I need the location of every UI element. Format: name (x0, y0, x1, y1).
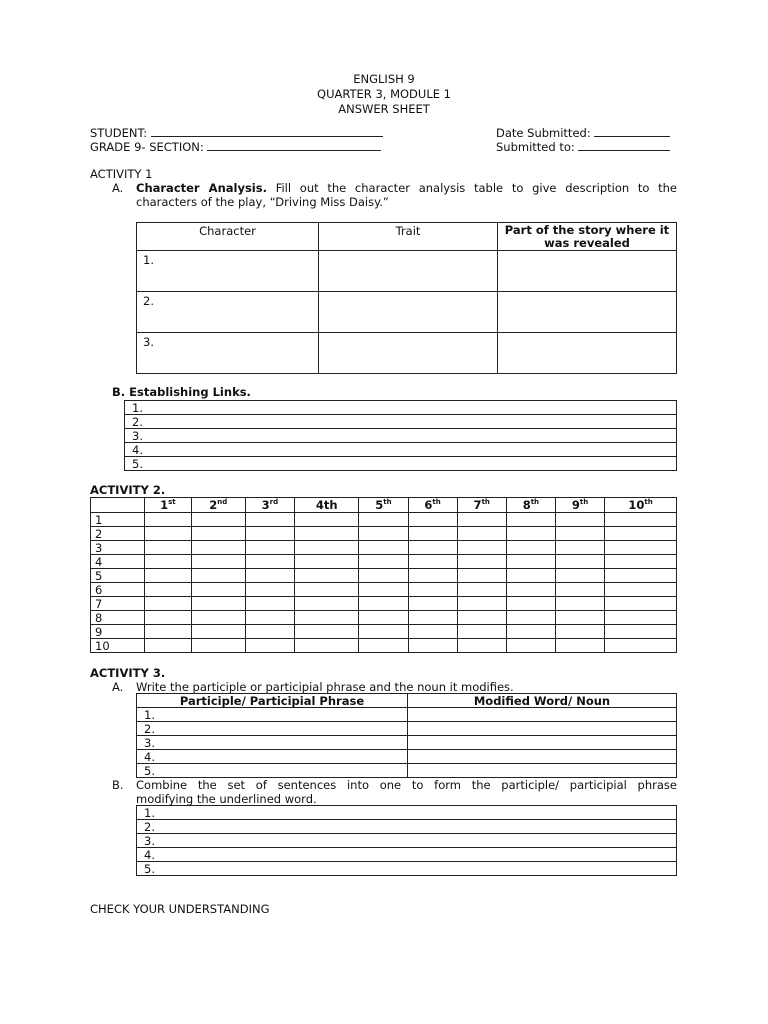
links-row[interactable]: 2. (125, 415, 677, 429)
answer-cell[interactable] (359, 527, 408, 541)
answer-cell[interactable] (295, 541, 359, 555)
answer-cell[interactable] (295, 625, 359, 639)
activity3-b-instruction-line2: modifying the underlined word. (136, 792, 317, 806)
column-header-character: Character (137, 223, 319, 251)
answer-cell[interactable] (506, 527, 555, 541)
answer-cell[interactable] (145, 555, 192, 569)
story-part-cell[interactable] (498, 251, 677, 292)
table-row (91, 569, 677, 583)
header-title: ANSWER SHEET (338, 102, 430, 116)
activity3-b-marker: B. (112, 778, 124, 792)
column-header-participle: Participle/ Participial Phrase (137, 694, 408, 708)
answer-cell[interactable] (555, 639, 604, 653)
table-row (137, 764, 677, 778)
links-row[interactable]: 4. (125, 443, 677, 457)
date-submitted-blank[interactable] (594, 126, 670, 137)
ordinal-number: 4th (315, 498, 338, 512)
date-submitted-field (496, 126, 670, 140)
column-header-4th (295, 498, 359, 513)
answer-cell[interactable] (605, 583, 677, 597)
answer-cell[interactable] (145, 569, 192, 583)
modified-word-cell[interactable] (408, 750, 677, 764)
row-number: 5 (91, 569, 145, 583)
answer-cell[interactable] (605, 611, 677, 625)
table-row (91, 541, 677, 555)
activity2-grid (90, 497, 677, 653)
answer-cell[interactable] (555, 527, 604, 541)
activity3-title: ACTIVITY 3. (90, 666, 166, 680)
column-header-5th (359, 498, 408, 513)
answer-cell[interactable] (605, 639, 677, 653)
participle-cell[interactable]: 1. (137, 708, 408, 722)
column-header-8th (506, 498, 555, 513)
table-row (137, 834, 677, 848)
ordinal-suffix: th (481, 498, 490, 507)
answer-cell[interactable] (555, 611, 604, 625)
answer-cell[interactable] (408, 597, 457, 611)
answer-cell[interactable] (555, 541, 604, 555)
answer-cell[interactable] (408, 583, 457, 597)
table-row (137, 708, 677, 722)
column-header-modified-word: Modified Word/ Noun (408, 694, 677, 708)
answer-cell[interactable] (506, 513, 555, 527)
table-row (137, 251, 677, 292)
answer-cell[interactable] (295, 611, 359, 625)
participle-cell[interactable]: 4. (137, 750, 408, 764)
answer-cell[interactable] (555, 625, 604, 639)
participle-cell[interactable]: 3. (137, 736, 408, 750)
answer-cell[interactable] (605, 541, 677, 555)
modified-word-cell[interactable] (408, 736, 677, 750)
answer-cell[interactable] (145, 625, 192, 639)
header-subject: ENGLISH 9 (353, 72, 415, 86)
answer-cell[interactable] (145, 513, 192, 527)
document-header (0, 72, 768, 117)
answer-cell[interactable] (245, 555, 295, 569)
ordinal-number: 10 (628, 498, 645, 512)
answer-cell[interactable] (605, 527, 677, 541)
ordinal-suffix: th (530, 498, 540, 507)
answer-cell[interactable] (408, 625, 457, 639)
answer-cell[interactable] (506, 555, 555, 569)
answer-cell[interactable] (145, 527, 192, 541)
trait-cell[interactable] (319, 333, 498, 374)
answer-cell[interactable] (457, 513, 506, 527)
answer-cell[interactable] (295, 639, 359, 653)
answer-cell[interactable] (555, 597, 604, 611)
answer-cell[interactable] (457, 527, 506, 541)
grade-section-label: GRADE 9- SECTION: (90, 140, 204, 154)
combine-row[interactable]: 3. (137, 834, 677, 848)
ordinal-number: 1 (160, 498, 169, 512)
table-row (125, 457, 677, 471)
answer-cell[interactable] (245, 625, 295, 639)
table-row (91, 611, 677, 625)
combine-sentences-table (136, 805, 677, 876)
ordinal-number: 2 (209, 498, 218, 512)
modified-word-cell[interactable] (408, 722, 677, 736)
story-part-cell[interactable] (498, 292, 677, 333)
answer-cell[interactable] (506, 625, 555, 639)
answer-cell[interactable] (605, 513, 677, 527)
answer-cell[interactable] (457, 569, 506, 583)
answer-cell[interactable] (145, 583, 192, 597)
answer-cell[interactable] (295, 513, 359, 527)
answer-cell[interactable] (408, 569, 457, 583)
answer-cell[interactable] (506, 583, 555, 597)
answer-cell[interactable] (145, 541, 192, 555)
row-number: 8 (91, 611, 145, 625)
table-row (137, 292, 677, 333)
answer-cell[interactable] (408, 513, 457, 527)
submitted-to-label: Submitted to: (496, 140, 575, 154)
column-header-9th (555, 498, 604, 513)
answer-cell[interactable] (555, 569, 604, 583)
column-header-1st (145, 498, 192, 513)
answer-cell[interactable] (359, 639, 408, 653)
answer-cell[interactable] (295, 527, 359, 541)
ordinal-number: 7 (473, 498, 482, 512)
activity1-a-instruction (136, 181, 677, 195)
answer-cell[interactable] (191, 611, 245, 625)
activity3-a-instruction: Write the participle or participial phrase and the noun it modifies. (136, 680, 514, 694)
table-row (137, 333, 677, 374)
submitted-to-blank[interactable] (578, 140, 670, 151)
answer-cell[interactable] (408, 555, 457, 569)
answer-cell[interactable] (295, 597, 359, 611)
ordinal-suffix: th (383, 498, 392, 507)
answer-cell[interactable] (295, 555, 359, 569)
answer-cell[interactable] (605, 555, 677, 569)
answer-cell[interactable] (605, 597, 677, 611)
answer-cell[interactable] (245, 527, 295, 541)
column-header-trait: Trait (319, 223, 498, 251)
row-number: 9 (91, 625, 145, 639)
answer-cell[interactable] (145, 639, 192, 653)
submitted-to-field (496, 140, 670, 154)
answer-cell[interactable] (191, 555, 245, 569)
answer-cell[interactable] (245, 639, 295, 653)
ordinal-number: 3 (261, 498, 270, 512)
column-header-story-part: Part of the story where it was revealed (498, 223, 677, 251)
establishing-links-heading: B. Establishing Links. (112, 385, 251, 399)
character-analysis-heading: Character Analysis. (136, 181, 267, 195)
table-row (91, 625, 677, 639)
table-row (91, 583, 677, 597)
answer-cell[interactable] (555, 583, 604, 597)
answer-cell[interactable] (359, 625, 408, 639)
answer-cell[interactable] (457, 639, 506, 653)
answer-cell[interactable] (408, 527, 457, 541)
table-row (137, 862, 677, 876)
answer-cell[interactable] (245, 611, 295, 625)
trait-cell[interactable] (319, 251, 498, 292)
answer-cell[interactable] (605, 569, 677, 583)
answer-cell[interactable] (605, 625, 677, 639)
activity3-b-instruction-line1: Combine the set of sentences into one to form the participle/ participial phrase (136, 778, 677, 792)
table-row (91, 513, 677, 527)
row-number: 6 (91, 583, 145, 597)
answer-cell[interactable] (555, 555, 604, 569)
combine-row[interactable]: 2. (137, 820, 677, 834)
column-header-3rd (245, 498, 295, 513)
answer-cell[interactable] (408, 541, 457, 555)
student-blank[interactable] (151, 126, 383, 137)
modified-word-cell[interactable] (408, 764, 677, 778)
answer-cell[interactable] (359, 555, 408, 569)
answer-cell[interactable] (359, 583, 408, 597)
table-row (91, 597, 677, 611)
answer-cell[interactable] (506, 639, 555, 653)
activity1-a-text-line2: characters of the play, “Driving Miss Daisy.” (136, 195, 389, 209)
answer-cell[interactable] (457, 597, 506, 611)
participle-header-row (137, 694, 677, 708)
student-label: STUDENT: (90, 126, 148, 140)
answer-cell[interactable] (145, 611, 192, 625)
answer-cell[interactable] (408, 611, 457, 625)
column-header-2nd (191, 498, 245, 513)
row-number: 4 (91, 555, 145, 569)
answer-cell[interactable] (191, 583, 245, 597)
table-row (91, 639, 677, 653)
participle-cell[interactable]: 5. (137, 764, 408, 778)
answer-cell[interactable] (457, 611, 506, 625)
ordinal-suffix: th (644, 498, 653, 507)
row-number[interactable]: 1. (137, 251, 319, 292)
ordinal-suffix: nd (217, 498, 228, 507)
corner-cell (91, 498, 145, 513)
ordinal-suffix: st (168, 498, 176, 507)
table-row (137, 848, 677, 862)
answer-cell[interactable] (506, 611, 555, 625)
grade-section-field (90, 140, 381, 154)
answer-cell[interactable] (295, 569, 359, 583)
answer-cell[interactable] (191, 513, 245, 527)
answer-cell[interactable] (245, 569, 295, 583)
column-header-6th (408, 498, 457, 513)
establishing-links-table (124, 400, 677, 471)
participle-table (136, 693, 677, 778)
table-row (137, 820, 677, 834)
combine-row[interactable]: 4. (137, 848, 677, 862)
answer-cell[interactable] (191, 569, 245, 583)
row-number: 1 (91, 513, 145, 527)
student-field (90, 126, 383, 140)
combine-row[interactable]: 5. (137, 862, 677, 876)
column-header-10th (605, 498, 677, 513)
table-row (91, 555, 677, 569)
table-row (137, 736, 677, 750)
answer-cell[interactable] (457, 625, 506, 639)
answer-cell[interactable] (145, 597, 192, 611)
date-submitted-label: Date Submitted: (496, 126, 591, 140)
row-number[interactable]: 2. (137, 292, 319, 333)
activity2-header-row (91, 498, 677, 513)
ordinal-number: 8 (522, 498, 531, 512)
links-row[interactable]: 1. (125, 401, 677, 415)
grade-section-blank[interactable] (207, 140, 381, 151)
answer-cell[interactable] (191, 527, 245, 541)
ordinal-number: 5 (375, 498, 384, 512)
activity1-a-marker: A. (112, 181, 124, 195)
links-row[interactable]: 5. (125, 457, 677, 471)
activity1-title: ACTIVITY 1 (90, 167, 153, 181)
answer-cell[interactable] (506, 597, 555, 611)
answer-cell[interactable] (191, 597, 245, 611)
story-part-cell[interactable] (498, 333, 677, 374)
answer-cell[interactable] (359, 611, 408, 625)
ordinal-suffix: rd (269, 498, 279, 507)
table-row (137, 750, 677, 764)
answer-cell[interactable] (245, 541, 295, 555)
answer-cell[interactable] (191, 625, 245, 639)
table-row (137, 722, 677, 736)
table-row (125, 415, 677, 429)
answer-cell[interactable] (245, 597, 295, 611)
activity1-a-text-line1: Fill out the character analysis table to give description to the (275, 181, 678, 195)
answer-cell[interactable] (359, 513, 408, 527)
answer-cell[interactable] (191, 639, 245, 653)
row-number: 7 (91, 597, 145, 611)
answer-cell[interactable] (191, 541, 245, 555)
row-number[interactable]: 3. (137, 333, 319, 374)
table-row (91, 527, 677, 541)
character-analysis-header-row (137, 223, 677, 251)
table-row (125, 443, 677, 457)
answer-cell[interactable] (408, 639, 457, 653)
activity2-title: ACTIVITY 2. (90, 483, 166, 497)
ordinal-suffix: th (432, 498, 441, 507)
ordinal-number: 9 (571, 498, 580, 512)
row-number: 3 (91, 541, 145, 555)
column-header-7th (457, 498, 506, 513)
row-number: 10 (91, 639, 145, 653)
answer-cell[interactable] (245, 583, 295, 597)
links-row[interactable]: 3. (125, 429, 677, 443)
answer-cell[interactable] (506, 541, 555, 555)
table-row (137, 806, 677, 820)
row-number: 2 (91, 527, 145, 541)
check-understanding-heading: CHECK YOUR UNDERSTANDING (90, 902, 270, 916)
answer-cell[interactable] (506, 569, 555, 583)
answer-cell[interactable] (359, 569, 408, 583)
modified-word-cell[interactable] (408, 708, 677, 722)
ordinal-number: 6 (424, 498, 433, 512)
participle-cell[interactable]: 2. (137, 722, 408, 736)
answer-cell[interactable] (457, 555, 506, 569)
ordinal-suffix: th (579, 498, 589, 507)
answer-cell[interactable] (457, 541, 506, 555)
answer-cell[interactable] (359, 541, 408, 555)
table-row (125, 401, 677, 415)
header-quarter-module: QUARTER 3, MODULE 1 (317, 87, 451, 101)
activity3-a-marker: A. (112, 680, 124, 694)
answer-cell[interactable] (555, 513, 604, 527)
table-row (125, 429, 677, 443)
combine-row[interactable]: 1. (137, 806, 677, 820)
answer-cell[interactable] (295, 583, 359, 597)
character-analysis-table (136, 222, 677, 374)
trait-cell[interactable] (319, 292, 498, 333)
answer-cell[interactable] (359, 597, 408, 611)
answer-cell[interactable] (245, 513, 295, 527)
answer-cell[interactable] (457, 583, 506, 597)
